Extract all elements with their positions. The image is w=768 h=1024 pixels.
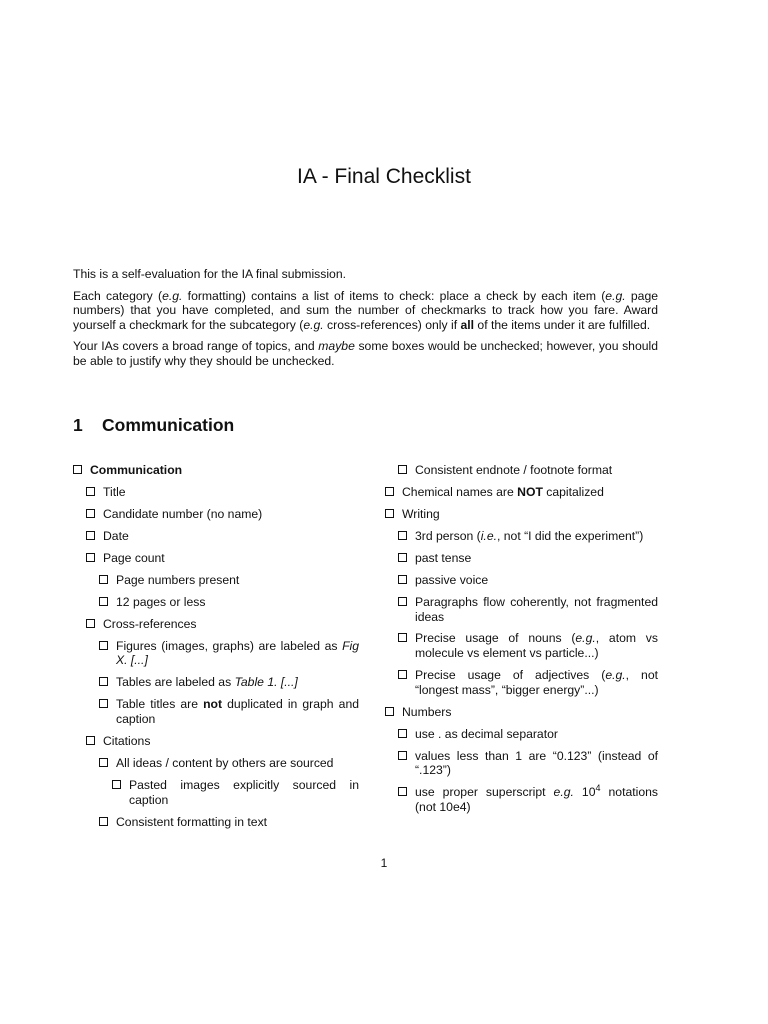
checkbox-icon[interactable] (385, 487, 394, 496)
checkbox-icon[interactable] (99, 677, 108, 686)
check-item-endnote: Consistent endnote / footnote format (385, 463, 658, 478)
checkbox-icon[interactable] (86, 509, 95, 518)
checkbox-icon[interactable] (398, 553, 407, 562)
check-item-pasted-images: Pasted images explicitly sourced in caption (73, 778, 359, 807)
checkbox-icon[interactable] (86, 736, 95, 745)
check-item-numbers: Numbers (385, 705, 658, 720)
check-item-consistent-text: Consistent formatting in text (73, 815, 359, 830)
intro-paragraph-2: Each category (e.g. formatting) contains a list of items to check: place a check by each item (e.g. page numbers) that you have completed, and sum the number of checkmarks to track how you fare. Award yourself a checkmark for the subcategory (e.g. cross-references) only if all of the items under it are fulfilled. (73, 288, 659, 332)
check-item-paragraphs: Paragraphs flow coherently, not fragmented ideas (385, 595, 658, 624)
check-item-table-titles: Table titles are not duplicated in graph and caption (73, 697, 359, 726)
intro (73, 267, 658, 376)
checkbox-icon[interactable] (398, 751, 407, 760)
check-item-less-than-one: values less than 1 are “0.123” (instead of “.123”) (385, 749, 658, 778)
checkbox-icon[interactable] (86, 487, 95, 496)
section-heading (73, 415, 234, 436)
checkbox-icon[interactable] (73, 465, 82, 474)
checkbox-icon[interactable] (385, 509, 394, 518)
page-number: 1 (380, 856, 388, 870)
check-item-candidate-number: Candidate number (no name) (73, 507, 359, 522)
checkbox-icon[interactable] (398, 597, 407, 606)
checkbox-icon[interactable] (99, 699, 108, 708)
checkbox-icon[interactable] (99, 575, 108, 584)
checkbox-icon[interactable] (86, 619, 95, 628)
check-item-communication: Communication (73, 463, 359, 478)
check-item-third-person: 3rd person (i.e., not “I did the experiment”) (385, 529, 658, 544)
check-item-figures: Figures (images, graphs) are labeled as Fig X. [...] (73, 639, 359, 668)
intro-paragraph-3: Your IAs covers a broad range of topics, and maybe some boxes would be unchecked; however, you should be able to justify why they should be unchecked. (73, 339, 658, 368)
check-item-chemical-names: Chemical names are NOT capitalized (385, 485, 658, 500)
checkbox-icon[interactable] (398, 465, 407, 474)
check-item-tables: Tables are labeled as Table 1. [...] (73, 675, 359, 690)
checkbox-icon[interactable] (99, 817, 108, 826)
checkbox-icon[interactable] (398, 575, 407, 584)
checkbox-icon[interactable] (86, 553, 95, 562)
check-item-writing: Writing (385, 507, 658, 522)
checkbox-icon[interactable] (398, 787, 407, 796)
checkbox-icon[interactable] (99, 758, 108, 767)
check-item-past-tense: past tense (385, 551, 658, 566)
check-item-all-ideas: All ideas / content by others are sourced (73, 756, 359, 771)
check-item-page-numbers: Page numbers present (73, 573, 359, 588)
check-item-passive-voice: passive voice (385, 573, 658, 588)
checklist-right-column (385, 463, 658, 822)
checkbox-icon[interactable] (398, 670, 407, 679)
checkbox-icon[interactable] (385, 707, 394, 716)
check-item-page-count: Page count (73, 551, 359, 566)
page-title: IA - Final Checklist (297, 165, 471, 188)
checklist-left-column (73, 463, 359, 837)
checkbox-icon[interactable] (112, 780, 121, 789)
intro-paragraph-1: This is a self-evaluation for the IA final submission. (73, 267, 346, 281)
checkbox-icon[interactable] (398, 729, 407, 738)
check-item-cross-references: Cross-references (73, 617, 359, 632)
section-title: Communication (102, 415, 235, 435)
checkbox-icon[interactable] (99, 597, 108, 606)
check-item-citations: Citations (73, 734, 359, 749)
check-item-decimal: use . as decimal separator (385, 727, 658, 742)
checkbox-icon[interactable] (99, 641, 108, 650)
checkbox-icon[interactable] (398, 633, 407, 642)
checkbox-icon[interactable] (398, 531, 407, 540)
check-item-nouns: Precise usage of nouns (e.g., atom vs molecule vs element vs particle...) (385, 631, 658, 660)
checkbox-icon[interactable] (86, 531, 95, 540)
section-number: 1 (73, 415, 83, 435)
check-item-adjectives: Precise usage of adjectives (e.g., not “longest mass”, “bigger energy”...) (385, 668, 658, 697)
check-item-twelve-pages: 12 pages or less (73, 595, 359, 610)
check-item-superscript: use proper superscript e.g. $10^4$ notations (not 10e4) (385, 785, 658, 814)
check-item-date: Date (73, 529, 359, 544)
check-item-title: Title (73, 485, 359, 500)
